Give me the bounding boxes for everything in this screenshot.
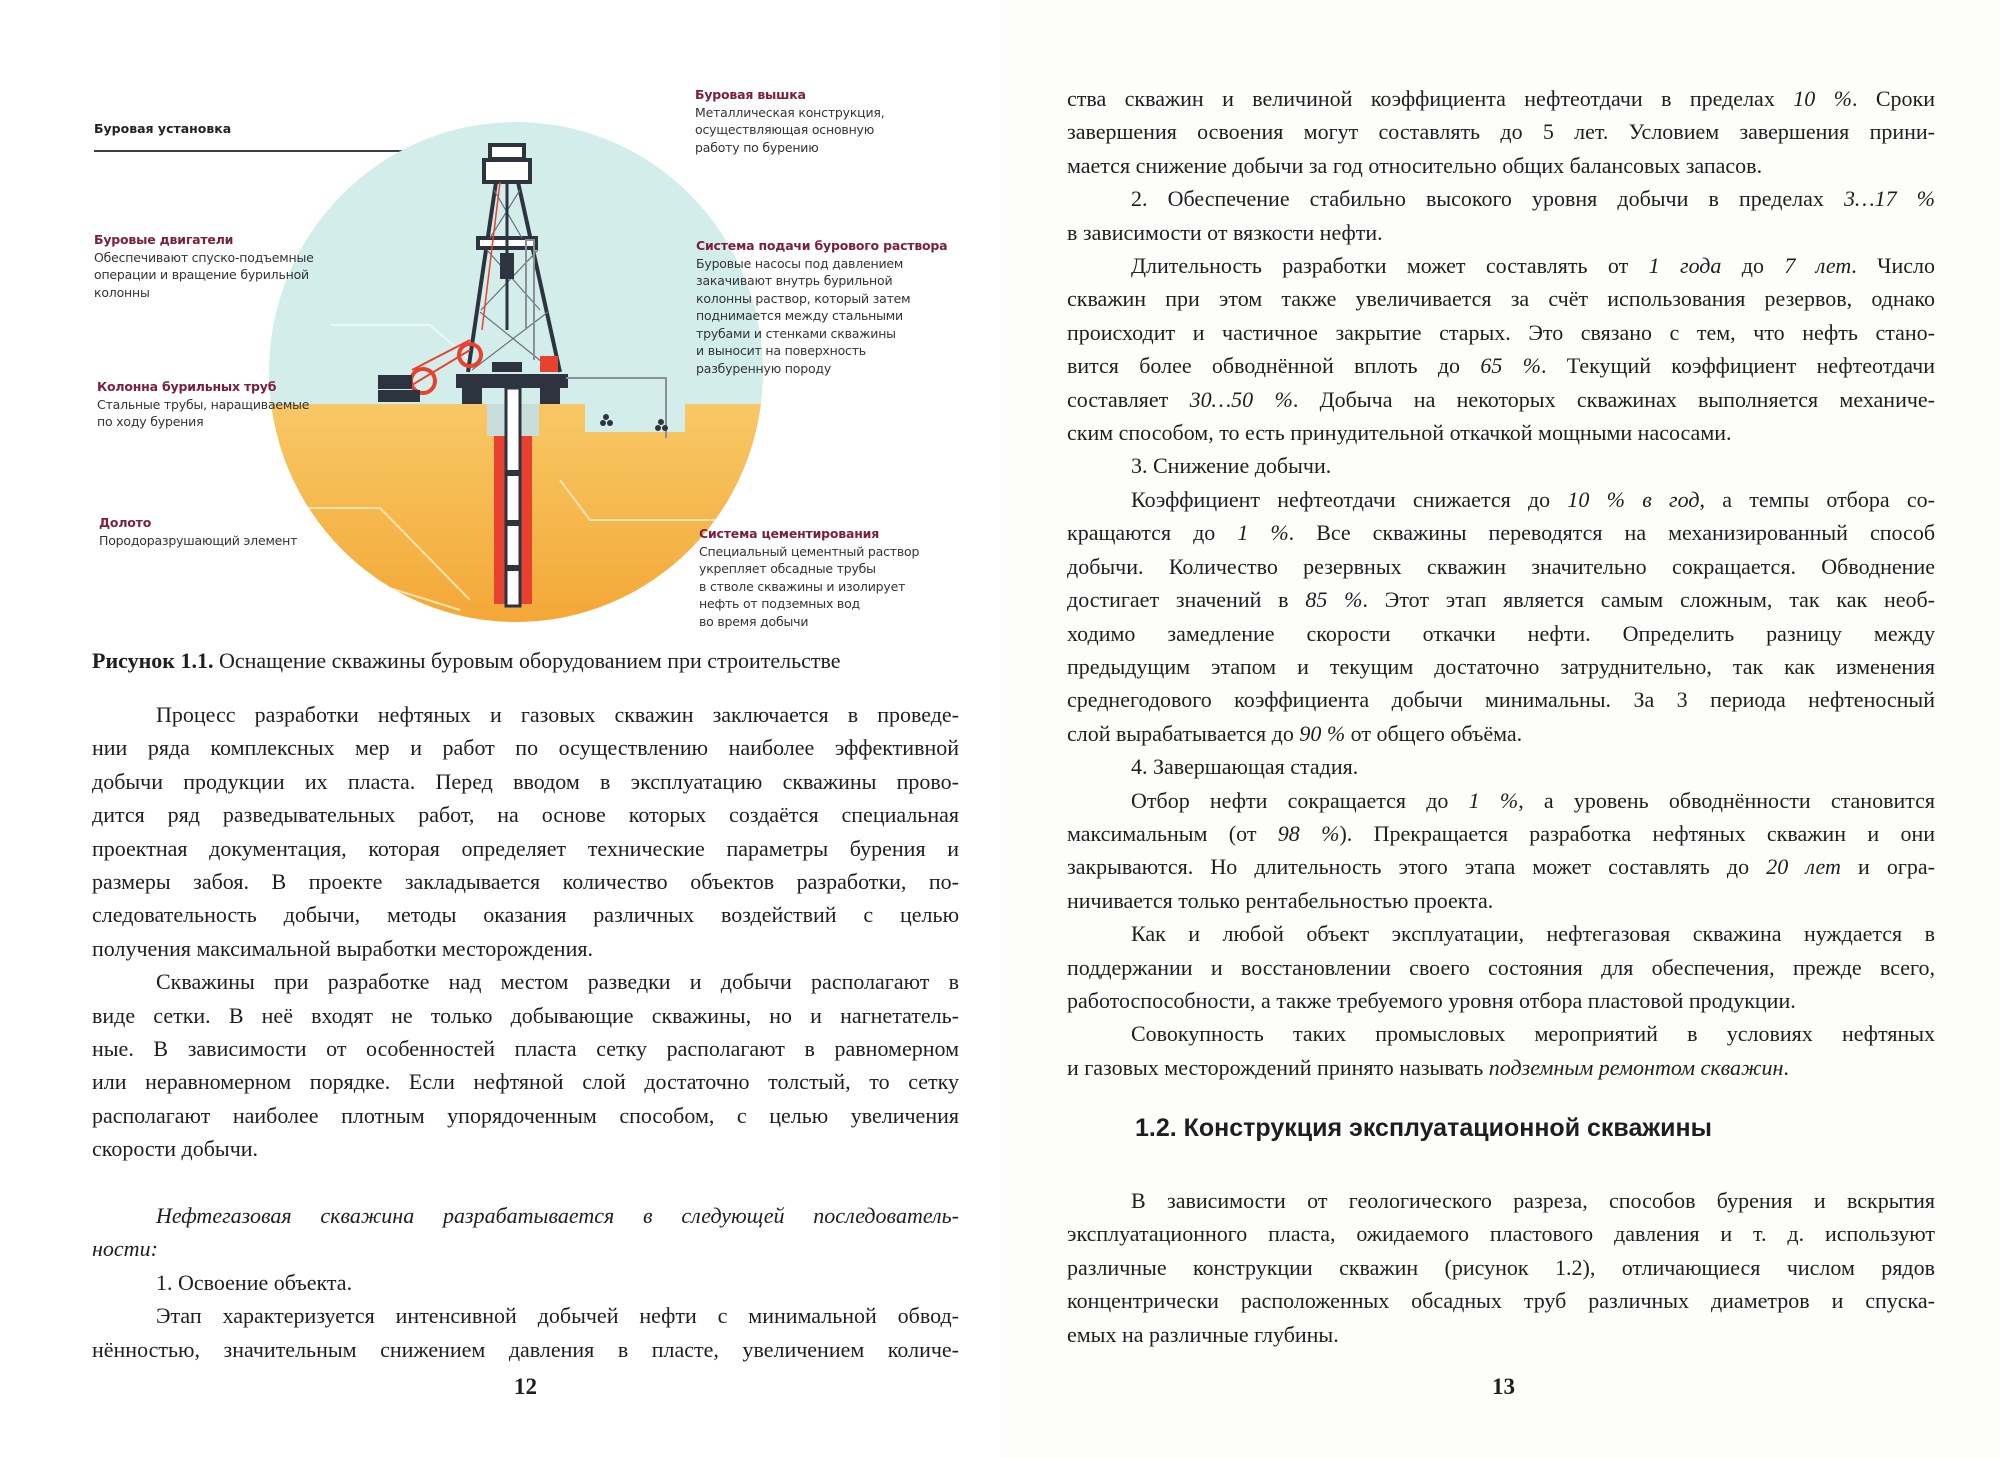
italic-text: 1 % (1468, 787, 1519, 813)
text-line (92, 1132, 959, 1165)
text-segment: в зависимости от вязкости нефти. (1067, 219, 1383, 245)
text-segment: нённостью, значительным снижением давления в пласте, увеличением количе- (92, 1336, 959, 1362)
text-line (92, 1065, 959, 1098)
text-segment: Как и любой объект эксплуатации, нефтегазовая скважина нуждается в (1131, 921, 1935, 947)
text-segment: емых на различные глубины. (1067, 1321, 1339, 1347)
rig-floor (456, 374, 568, 388)
text-line (92, 965, 959, 998)
text-line (1067, 1184, 1935, 1217)
text-segment: составляет (1067, 386, 1190, 412)
text-line (92, 1232, 959, 1265)
text-line (1067, 1217, 1935, 1250)
figure-caption (92, 644, 841, 677)
italic-text: Нефтегазовая скважина разрабатывается в следующей последователь- (156, 1203, 959, 1229)
text-line (92, 1199, 959, 1232)
text-segment: Коэффициент нефтеотдачи снижается до (1131, 486, 1568, 512)
text-line (1067, 1017, 1935, 1050)
text-segment: размеры забоя. В проекте закладывается количество объектов разработки, по- (92, 869, 959, 895)
text-line (1067, 383, 1935, 416)
text-line (1067, 717, 1935, 750)
text-line (1067, 917, 1935, 950)
caption-label: Рисунок 1.1. (92, 648, 214, 673)
text-line (1067, 583, 1935, 616)
text-segment: . Текущий коэффициент нефтеотдачи (1540, 353, 1935, 379)
text-segment: 2. Обеспечение стабильно высокого уровня добычи в пределах (1131, 186, 1845, 212)
text-line (92, 1266, 959, 1299)
text-segment: , а уровень обводнённости становится (1518, 787, 1936, 813)
text-segment: дится ряд разведывательных работ, на основе которых создаётся специальная (92, 802, 959, 828)
text-segment: . Сроки (1851, 86, 1935, 111)
text-line (1067, 650, 1935, 683)
text-segment: скважин при этом также увеличивается за счёт использования резервов, однако (1067, 286, 1935, 312)
text-segment: добычи. Количество резервных скважин значительно сокращается. Обводнение (1067, 553, 1935, 579)
text-segment: вится более обводнённой вплоть до (1067, 353, 1481, 379)
italic-text: 98 % (1277, 820, 1340, 846)
text-segment: В зависимости от геологического разреза, способов бурения и вскрытия (1131, 1188, 1935, 1213)
text-segment: нии ряда комплексных мер и работ по осуществлению наиболее эффективной (92, 735, 959, 761)
text-line (1067, 750, 1935, 783)
right-page (1000, 0, 2000, 1458)
text-segment: Длительность разработки может составлять от (1131, 253, 1649, 279)
paragraph-gap (92, 1166, 959, 1199)
text-segment: ходимо замедление скорости откачки нефти. Определить разницу между (1067, 620, 1935, 646)
label-mud-system: Система подачи бурового раствора Буровые насосы под давлением закачивают внутрь бурильной колонны раствор, который затем поднимается между стальными трубами и стенками скважины и выносит на поверхность разбуренную породу (696, 238, 948, 376)
text-segment: кращаются до (1067, 520, 1238, 546)
text-segment: 1. Освоение объекта. (156, 1269, 353, 1295)
text-line (1067, 416, 1935, 449)
text-line (1067, 683, 1935, 716)
text-line (1067, 850, 1935, 883)
text-line (92, 932, 959, 965)
text-line (1067, 1284, 1935, 1317)
text-segment: слой вырабатывается до (1067, 720, 1300, 746)
text-line (1067, 182, 1935, 215)
text-line (1067, 1318, 1935, 1351)
text-segment: Совокупность таких промысловых мероприятий в условиях нефтяных (1131, 1021, 1935, 1047)
italic-text: 7 лет (1784, 253, 1852, 279)
text-segment: проектная документация, которая определяет технические параметры бурения и (92, 835, 959, 861)
text-line (1067, 149, 1935, 182)
text-line (92, 765, 959, 798)
italic-text: 20 лет (1766, 854, 1841, 880)
italic-text: 90 % (1299, 720, 1346, 746)
text-segment: и газовых месторождений принято называть (1067, 1054, 1489, 1080)
label-engines: Буровые двигатели Обеспечивают спуско-подъемные операции и вращение бурильной колонны (94, 232, 314, 300)
text-line (1067, 984, 1935, 1017)
text-line (1067, 349, 1935, 382)
text-line (92, 1299, 959, 1332)
text-line (1067, 483, 1935, 516)
text-line (1067, 516, 1935, 549)
text-segment: Этап характеризуется интенсивной добычей нефти с минимальной обвод- (156, 1303, 959, 1329)
right-page-body (1067, 82, 1935, 1084)
mud-pit (585, 404, 685, 432)
italic-text: 10 % (1793, 86, 1852, 111)
italic-text: 10 % в год (1567, 486, 1700, 512)
label-drill-bit: Долото Породоразрушающий элемент (99, 515, 298, 548)
text-segment: 3. Снижение добычи. (1131, 453, 1332, 479)
drill-pipe (506, 388, 520, 606)
text-line (92, 698, 959, 731)
text-segment: или неравномерном порядке. Если нефтяной слой достаточно толстый, то сетку (92, 1069, 959, 1095)
text-line (1067, 449, 1935, 482)
text-segment: . Этот этап является самым сложным, так как необ- (1362, 587, 1936, 613)
text-segment: завершения освоения могут составлять до 5 лет. Условием завершения прини- (1067, 119, 1935, 145)
text-line (92, 898, 959, 931)
caption-text: Оснащение скважины буровым оборудованием при строительстве (213, 648, 841, 673)
text-segment: следовательность добычи, методы оказания различных воздействий с целью (92, 902, 959, 928)
text-segment: скорости добычи. (92, 1136, 259, 1162)
text-line (1067, 316, 1935, 349)
text-line (1067, 550, 1935, 583)
text-segment: закрываются. Но длительность этого этапа может составлять до (1067, 854, 1767, 880)
text-segment: ства скважин и величиной коэффициента нефтеотдачи в пределах (1067, 86, 1794, 111)
text-line (92, 1333, 959, 1366)
section-heading: 1.2. Конструкция эксплуатационной скважины (1135, 1114, 1712, 1142)
text-segment: ничивается только рентабельностью проекта. (1067, 887, 1494, 913)
text-segment: среднегодового коэффициента добычи минимальны. За 3 периода нефтеносный (1067, 687, 1935, 713)
left-page-body (92, 698, 959, 1366)
text-segment: и огра- (1840, 854, 1935, 880)
text-line (92, 1099, 959, 1132)
text-line (1067, 1051, 1935, 1084)
text-line (1067, 817, 1935, 850)
text-line (1067, 249, 1935, 282)
text-line (1067, 951, 1935, 984)
text-segment: , а темпы отбора со- (1699, 486, 1935, 512)
text-segment: ные. В зависимости от особенностей пласта сетку располагают в равномерном (92, 1036, 959, 1062)
text-segment: . (1783, 1054, 1789, 1080)
text-segment: ). Прекращается разработка нефтяных скважин и они (1339, 820, 1935, 846)
text-line (92, 1032, 959, 1065)
text-segment: ским способом, то есть принудительной откачкой мощными насосами. (1067, 420, 1732, 446)
italic-text: 30…50 % (1189, 386, 1293, 412)
figure-title: Буровая установка (94, 121, 232, 136)
text-segment: концентрически расположенных обсадных труб различных диаметров и спуска- (1067, 1288, 1935, 1314)
text-segment: 4. Завершающая стадия. (1131, 754, 1359, 780)
page-number: 13 (1492, 1374, 1515, 1399)
text-segment: происходит и частичное закрытие старых. Это связано с тем, что нефть стано- (1067, 319, 1935, 345)
text-line (1067, 282, 1935, 315)
text-segment: . Добыча на некоторых скважинах выполняется механиче- (1292, 386, 1935, 412)
text-line (1067, 115, 1935, 148)
text-line (92, 832, 959, 865)
text-line (1067, 82, 1935, 115)
text-segment: Отбор нефти сокращается до (1131, 787, 1469, 813)
text-segment: Скважины при разработке над местом разведки и добычи располагают в (156, 969, 959, 995)
section-body (1067, 1184, 1935, 1351)
text-segment: работоспособности, а также требуемого уровня отбора пластовой продукции. (1067, 987, 1796, 1013)
text-segment: различные конструкции скважин (рисунок 1.2), отличающиеся числом рядов (1067, 1254, 1935, 1280)
text-line (92, 999, 959, 1032)
text-segment: . Все скважины переводятся на механизированный способ (1288, 520, 1936, 546)
italic-text: 1 % (1237, 520, 1289, 546)
italic-text: 85 % (1305, 587, 1363, 613)
text-segment: добычи продукции их пласта. Перед вводом в эксплуатацию скважины прово- (92, 768, 959, 794)
text-line (92, 798, 959, 831)
text-segment: . Число (1851, 253, 1936, 279)
text-line (92, 865, 959, 898)
text-segment: получения максимальной выработки месторождения. (92, 935, 593, 961)
text-line (1067, 784, 1935, 817)
text-segment: поддержании и восстановлении своего состояния для обеспечения, прежде всего, (1067, 954, 1935, 980)
text-segment: предыдущим этапом и текущим достаточно затруднительно, так как изменения (1067, 653, 1935, 679)
text-segment: мается снижение добычи за год относительно общих балансовых запасов. (1067, 152, 1763, 178)
italic-text: 3…17 % (1844, 186, 1935, 212)
italic-text: 65 % (1480, 353, 1541, 379)
page-number: 12 (514, 1374, 537, 1399)
text-line (1067, 617, 1935, 650)
text-segment: до (1721, 253, 1785, 279)
text-line (1067, 216, 1935, 249)
text-line (92, 731, 959, 764)
text-segment: максимальным (от (1067, 820, 1278, 846)
text-segment: располагают наиболее плотным упорядоченным способом, с целью увеличения (92, 1102, 959, 1128)
text-segment: эксплуатационного пласта, ожидаемого пластового давления и т. д. используют (1067, 1221, 1935, 1247)
label-cementing: Система цементирования Специальный цементный раствор укрепляет обсадные трубы в стволе скважины и изолирует нефть от подземных вод во время добычи (699, 526, 920, 629)
text-segment: виде сетки. В неё входят не только добывающие скважины, но и нагнетатель- (92, 1002, 959, 1028)
text-segment: Процесс разработки нефтяных и газовых скважин заключается в проведе- (156, 702, 959, 727)
italic-text: подземным ремонтом скважин (1488, 1054, 1784, 1080)
text-line (1067, 1251, 1935, 1284)
text-segment: достигает значений в (1067, 587, 1306, 613)
italic-text: 1 года (1648, 253, 1722, 279)
label-derrick: Буровая вышка Металлическая конструкция, осуществляющая основную работу по бурению (695, 87, 885, 155)
text-line (1067, 884, 1935, 917)
text-segment: от общего объёма. (1345, 720, 1523, 746)
label-drill-string: Колонна бурильных труб Стальные трубы, наращиваемые по ходу бурения (97, 379, 310, 429)
italic-text: ности: (92, 1236, 158, 1262)
